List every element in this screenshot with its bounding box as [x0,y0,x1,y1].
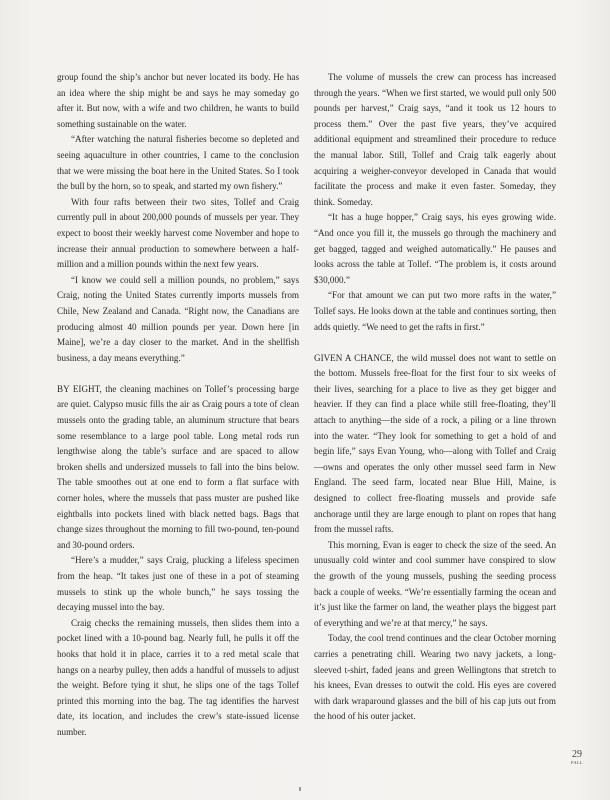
paragraph: “I know we could sell a million pounds, no problem,” says Craig, noting the United States currently imports mussels from Chile, New Zealand and Canada. “Right now, the Canadians are producing almost 40 million pounds per year. Down here [in Maine], we’re a day closer to the market. And in the shellfish business, a day means everything.” [57,274,299,363]
issue-tag: FALL [570,760,584,765]
paragraph: Craig checks the remaining mussels, then slides them into a pocket lined with a 10-pound bag. Nearly full, he pulls it off the hooks that hold it in place, carries it to a red metal scale that hangs on a nearby pulley, then adds a handful of mussels to adjust the weight. Before tying it shut, he slips one of the tags Tollef printed this morning into the bag. The tag identifies the harvest date, its location, and includes the crew’s state-issued license number. [57,617,299,737]
paragraph: This morning, Evan is eager to check the size of the seed. An unusually cold winter and cool summer have conspired to slow the growth of the young mussels, pushing the seeding process back a couple of weeks. “We’re essentially farming the ocean and it’s just like the farmer on land, the weather plays the biggest part of everything and we’re at that mercy,” he says. [314,539,556,628]
right-column [314,70,556,725]
paragraph: The volume of mussels the crew can process has increased through the years. “When we first started, we would pull only 500 pounds per harvest,” Craig says, “and it took us 12 hours to process them.” Over the past five years, they’ve acquired additional equipment and streamlined their procedure to reduce the manual labor. Still, Tollef and Craig talk eagerly about acquiring a weigher-conveyor developed in Canada that would facilitate the process and make it even faster. Someday, they think. Someday. [314,72,556,207]
left-column [57,70,299,741]
paragraph: “After watching the natural fisheries become so depleted and seeing aquaculture in other countries, I came to the conclusion that we were missing the boat here in the United States. So I took the bull by the horn, so to speak, and started my own fishery.” [57,134,299,192]
paragraph: GIVEN A CHANCE, the wild mussel does not want to settle on the bottom. Mussels free-float for the first four to six weeks of their lives, searching for a place to live as they get bigger and heavier. If they can find a place while still free-floating, they’ll attach to anything—the side of a rock, a piling or a line thrown into the water. “They look for something to get a hold of and begin life,” says Evan Young, who—along with Tollef and Craig—owns and operates the only other mussel seed farm in New England. The seed farm, located near Blue Hill, Maine, is designed to collect free-floating mussels and provide safe anchorage until they are large enough to plant on ropes that hang from the mussel rafts. [314,352,556,535]
page-folio [566,749,588,766]
paragraph: BY EIGHT, the cleaning machines on Tollef’s processing barge are quiet. Calypso music fills the air as Craig pours a tote of clean mussels onto the grading table, an aluminum structure that bears some resemblance to a large pool table. Long metal rods run lengthwise along the table’s surface and are spaced to allow broken shells and undersized mussels to fall into the bins below. The table smoothes out at one end to form a flat surface with corner holes, where the mussels that pass muster are pushed like eightballs into pockets lined with black netted bags. Bags that change sizes throughout the morning to fill two-pound, ten-pound and 30-pound orders. [57,383,299,550]
page-number: 29 [572,749,582,760]
paragraph: With four rafts between their two sites, Tollef and Craig currently pull in about 200,000 pounds of mussels per year. They expect to boost their weekly harvest come November and hope to increase their annual production to somewhere between a half-million and a million pounds within the next few years. [57,196,299,270]
paragraph: “Here’s a mudder,” says Craig, plucking a lifeless specimen from the heap. “It takes just one of these in a pot of steaming mussels to stink up the whole bunch,” he says tossing the decaying mussel into the bay. [57,555,299,613]
paragraph: group found the ship’s anchor but never located its body. He has an idea where the ship might be and says he may someday go after it. But now, with a wife and two children, he wants to build something sustainable on the water. [57,72,299,129]
paragraph: “For that amount we can put two more rafts in the water,” Tollef says. He looks down at the table and continues sorting, then adds quietly. “We need to get the rafts in first.” [314,290,556,332]
paragraph: “It has a huge hopper,” Craig says, his eyes growing wide. “And once you fill it, the mussels go through the machinery and get bagged, tagged and weighed automatically.” He pauses and looks across the table at Tollef. “The problem is, it costs around $30,000.” [314,212,556,285]
paragraph: Today, the cool trend continues and the clear October morning carries a penetrating chill. Wearing two navy jackets, a long-sleeved t-shirt, faded jeans and green Wellingtons that stretch to his knees, Evan dresses to outwit the cold. His eyes are covered with dark wraparound glasses and the bill of his cap juts out from the hood of his outer jacket. [314,633,556,722]
center-crop-mark [299,787,301,791]
